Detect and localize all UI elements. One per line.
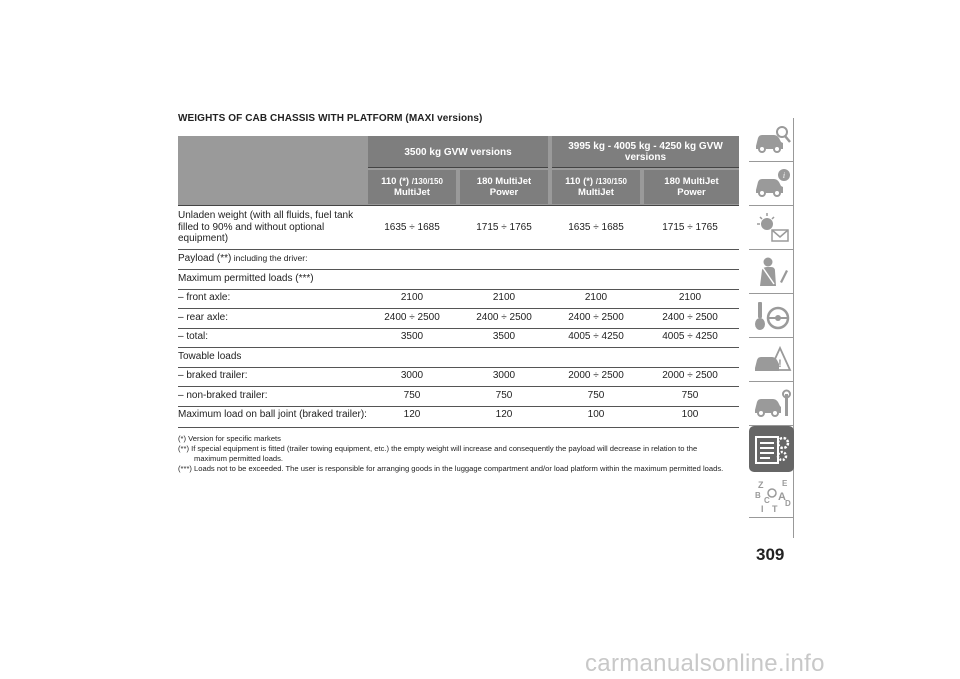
page-number: 309 — [756, 545, 785, 564]
svg-text:A: A — [777, 490, 786, 503]
table-row — [178, 312, 739, 329]
subheader-line2: Power — [677, 187, 706, 198]
car-search-icon[interactable] — [749, 118, 794, 162]
row-label: Unladen weight (with all fluids, fuel tank filled to 90% and without optional equipment) — [178, 210, 354, 244]
svg-text:I: I — [760, 503, 764, 514]
table-row — [178, 292, 739, 309]
cell-value: 100 — [681, 409, 699, 420]
subheader-main-text: 110 (*) — [565, 176, 596, 187]
header-divider — [368, 167, 548, 168]
header-bottom-rule — [178, 205, 739, 206]
footnote: (*) Version for specific markets — [178, 434, 281, 443]
svg-text:Z: Z — [757, 479, 763, 490]
person-seatbelt-icon-glyph — [752, 254, 792, 290]
cell-value: 3000 — [400, 370, 424, 381]
row-label-main: Payload (**) — [178, 253, 232, 264]
row-label: – braked trailer: — [178, 370, 248, 381]
table-row — [178, 331, 739, 348]
table-row — [178, 210, 739, 250]
group-header-3995-4250 — [552, 136, 739, 168]
car-info-icon[interactable] — [749, 162, 794, 206]
group-header-3500 — [368, 136, 548, 168]
cell-value: 4005 ÷ 4250 — [568, 331, 624, 342]
subheader-main — [565, 176, 627, 187]
list-gears-icon-glyph — [752, 431, 792, 467]
subheader-small: /130/150 — [411, 177, 443, 186]
subheader-110-130-150-b — [552, 170, 640, 204]
car-info-icon-glyph — [752, 166, 792, 202]
header-divider — [552, 167, 739, 168]
watermark: carmanualsonline.info — [585, 650, 825, 677]
svg-text:i: i — [782, 170, 785, 180]
cell-value: 750 — [587, 390, 605, 401]
key-steering-wheel-icon[interactable] — [749, 294, 794, 338]
subheader-110-130-150-a — [368, 170, 456, 204]
subheader-line2: MultiJet — [578, 187, 614, 198]
cell-value: 1715 ÷ 1765 — [662, 222, 718, 233]
footnotes — [178, 434, 748, 474]
group-header-label: 3500 kg GVW versions — [404, 146, 512, 158]
row-label: Maximum load on ball joint (braked trailer): — [178, 409, 367, 420]
cell-value: 2100 — [400, 292, 424, 303]
cell-value: 2100 — [678, 292, 702, 303]
table-title: WEIGHTS OF CAB CHASSIS WITH PLATFORM (MAXI versions) — [178, 113, 483, 124]
subheader-main-text: 180 MultiJet — [476, 176, 532, 187]
group-header-label: 3995 kg - 4005 kg - 4250 kg GVW versions — [568, 141, 723, 163]
table-row — [178, 253, 739, 270]
subheader-main-text: 110 (*) — [381, 176, 412, 187]
subheader-line2: Power — [489, 187, 519, 198]
table-row — [178, 370, 739, 387]
row-label: – non-braked trailer: — [178, 390, 268, 401]
svg-text:B: B — [754, 490, 761, 500]
subheader-main — [381, 176, 443, 187]
cell-value: 120 — [403, 409, 421, 420]
alphabet-index-icon-glyph — [752, 478, 792, 514]
warning-light-envelope-icon-glyph — [752, 210, 792, 246]
cell-value: 1635 ÷ 1685 — [568, 222, 624, 233]
warning-light-envelope-icon[interactable] — [749, 206, 794, 250]
subheader-line2: MultiJet — [394, 187, 430, 198]
svg-text:E: E — [781, 478, 787, 488]
svg-text:C: C — [763, 495, 770, 505]
row-label: Maximum permitted loads (***) — [178, 273, 314, 284]
cell-value: 2100 — [584, 292, 608, 303]
svg-text:D: D — [784, 498, 791, 508]
cell-value: 3000 — [492, 370, 516, 381]
row-label: – rear axle: — [178, 312, 229, 323]
row-label: – total: — [178, 331, 209, 342]
row-label — [178, 253, 578, 265]
cell-value: 2400 ÷ 2500 — [384, 312, 440, 323]
cell-value: 3500 — [492, 331, 516, 342]
subheader-small: /130/150 — [595, 177, 627, 186]
car-crash-warning-icon-glyph — [752, 342, 792, 378]
cell-value: 2000 ÷ 2500 — [662, 370, 718, 381]
cell-value: 750 — [495, 390, 513, 401]
row-label: Towable loads — [178, 351, 242, 362]
cell-value: 120 — [495, 409, 513, 420]
cell-value: 750 — [403, 390, 421, 401]
subheader-180-power-b — [644, 170, 739, 204]
footnote: (***) Loads not to be exceeded. The user is responsible for arranging goods in the luggage compartment and/or load platform within the maximum permitted loads. — [178, 464, 724, 473]
table-row — [178, 409, 739, 428]
cell-value: 2000 ÷ 2500 — [568, 370, 624, 381]
car-wrench-icon-glyph — [752, 386, 792, 422]
cell-value: 3500 — [400, 331, 424, 342]
cell-value: 750 — [681, 390, 699, 401]
footnote: (**) If special equipment is fitted (trailer towing equipment, etc.) the empty weight will increase and consequently the payload will decrease in relation to the — [178, 444, 698, 453]
cell-value: 1715 ÷ 1765 — [476, 222, 532, 233]
svg-text:!: ! — [777, 357, 782, 370]
alphabet-index-icon[interactable] — [749, 474, 794, 518]
row-label-small: including the driver: — [231, 253, 308, 263]
key-steering-wheel-icon-glyph — [752, 298, 792, 334]
cell-value: 2100 — [492, 292, 516, 303]
svg-text:T: T — [771, 503, 777, 514]
footnote: maximum permitted loads. — [194, 454, 284, 463]
table-row — [178, 351, 739, 368]
car-search-icon-glyph — [752, 122, 792, 158]
person-seatbelt-icon[interactable] — [749, 250, 794, 294]
car-crash-warning-icon[interactable] — [749, 338, 794, 382]
cell-value: 100 — [587, 409, 605, 420]
cell-value: 2400 ÷ 2500 — [568, 312, 624, 323]
cell-value: 2400 ÷ 2500 — [476, 312, 532, 323]
cell-value: 2400 ÷ 2500 — [662, 312, 718, 323]
subheader-180-power-a — [460, 170, 548, 204]
list-gears-icon[interactable] — [749, 426, 794, 472]
table-row — [178, 390, 739, 407]
car-wrench-icon[interactable] — [749, 382, 794, 426]
table-row — [178, 273, 739, 290]
row-label: – front axle: — [178, 292, 231, 303]
cell-value: 1635 ÷ 1685 — [384, 222, 440, 233]
cell-value: 4005 ÷ 4250 — [662, 331, 718, 342]
subheader-main-text: 180 MultiJet — [664, 176, 719, 187]
